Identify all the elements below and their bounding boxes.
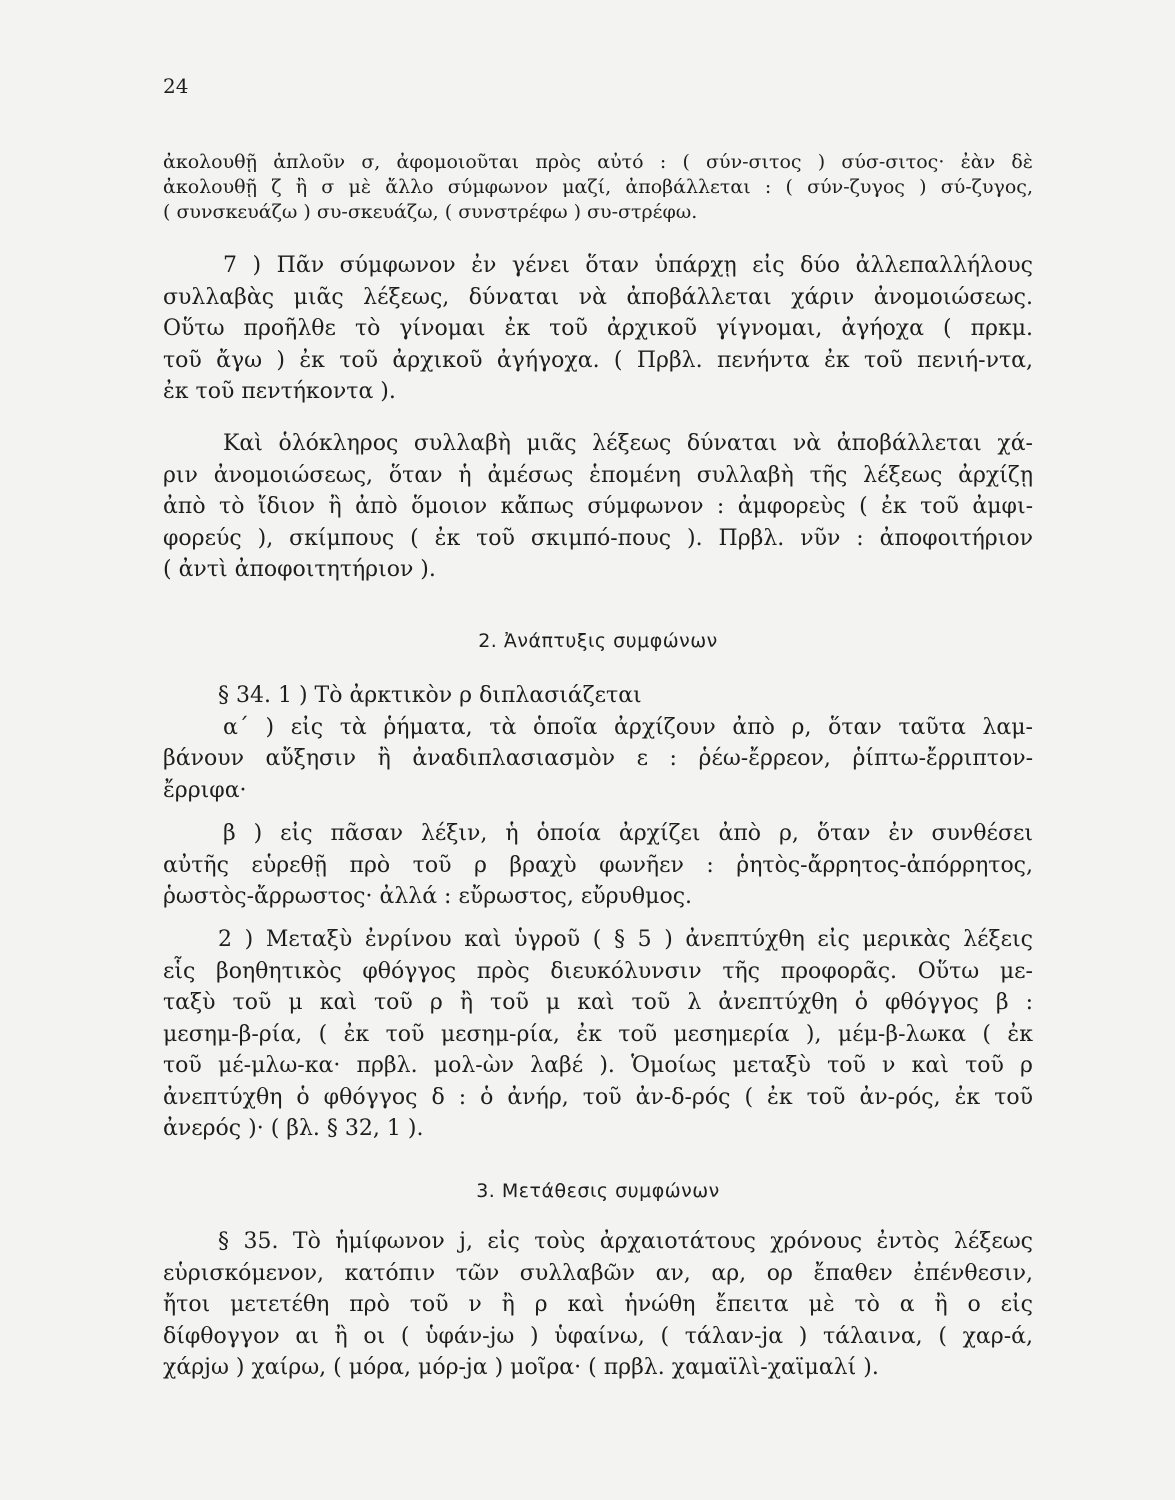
text-line: μεσημ-β-ρία, ( ἐκ τοῦ μεσημ-ρία, ἐκ τοῦ μεσημερία ), μέμ-β-λωκα ( ἐκ [163,1021,1033,1047]
text-line: συλλαβὰς μιᾶς λέξεως, δύναται νὰ ἀποβάλλεται χάριν ἀνομοιώσεως. [163,284,1033,310]
text-line: χάρjω ) χαίρω, ( μόρα, μόρ-jα ) μοῖρα· ( πρβλ. χαμαϊλὶ-χαϊμαλί ). [163,1355,879,1380]
text-line: φορεύς ), σκίμπους ( ἐκ τοῦ σκιμπό-πους ). Πρβλ. νῦν : ἀποφοιτήριον [163,525,1033,551]
text-line: ἀπὸ τὸ ἴδιον ἢ ἀπὸ ὅμοιον κἄπως σύμφωνον : ἀμφορεὺς ( ἐκ τοῦ ἀμφι- [163,494,1033,519]
text-line: τοῦ ἄγω ) ἐκ τοῦ ἀρχικοῦ ἀγήγοχα. ( Πρβλ. πενήντα ἐκ τοῦ πενιή-ντα, [163,347,1033,373]
text-line: τοῦ μέ-μλω-κα· πρβλ. μολ-ὼν λαβέ ). Ὁμοίως μεταξὺ τοῦ ν καὶ τοῦ ρ [163,1053,1033,1078]
text-line: ἔρριφα· [163,777,247,803]
text-line: ἐκ τοῦ πεντήκοντα ). [163,379,396,404]
text-line: § 35. Τὸ ἡμίφωνον j, εἰς τοὺς ἀρχαιοτάτους χρόνους ἐντὸς λέξεως [218,1229,1033,1254]
text-line: Καὶ ὁλόκληρος συλλαβὴ μιᾶς λέξεως δύναται νὰ ἀποβάλλεται χά- [223,431,1033,456]
paragraph-development [163,924,1033,1145]
text-line: ἀνερός )· ( βλ. § 32, 1 ). [163,1116,424,1141]
paragraph-section-34 [163,680,1033,806]
paragraph-beta [163,818,1033,913]
text-line: ἤτοι μετετέθη πρὸ τοῦ ν ἢ ρ καὶ ἡνώθη ἔπειτα μὲ τὸ α ἢ ο εἰς [163,1292,1033,1317]
text-line: αὐτῆς εὑρεθῇ πρὸ τοῦ ρ βραχὺ φωνῆεν : ῥητὸς-ἄρρητος-ἀπόρρητος, [163,852,1033,878]
text-line: βάνουν αὔξησιν ἢ ἀναδιπλασιασμὸν ε : ῥέω-ἔρρεον, ῥίπτω-ἔρριπτον- [163,746,1033,771]
page-number: 24 [163,74,189,98]
text-line: ριν ἀνομοιώσεως, ὅταν ἡ ἀμέσως ἑπομένη συλλαβὴ τῆς λέξεως ἀρχίζῃ [163,462,1033,488]
paragraph-syllable-loss [163,428,1033,586]
text-line: 7 ) Πᾶν σύμφωνον ἐν γένει ὅταν ὑπάρχῃ εἰς δύο ἀλλεπαλλήλους [223,253,1033,278]
text-line: εὑρισκόμενον, κατόπιν τῶν συλλαβῶν αν, αρ, ορ ἔπαθεν ἐπένθεσιν, [163,1260,1033,1286]
text-line: δίφθογγον αι ἢ οι ( ὑφάν-jω ) ὑφαίνω, ( τάλαν-jα ) τάλαινα, ( χαρ-ά, [163,1323,1033,1349]
text-line: 2 ) Μεταξὺ ἐνρίνου καὶ ὑγροῦ ( § 5 ) ἀνεπτύχθη εἰς μερικὰς λέξεις [218,927,1033,952]
section-heading-3: 3. Μετάθεσις συμφώνων [476,1180,720,1202]
text-line: Οὕτω προῆλθε τὸ γίνομαι ἐκ τοῦ ἀρχικοῦ γίγνομαι, ἀγήοχα ( πρκμ. [163,316,1033,341]
section-heading-2: 2. Ἀνάπτυξις συμφώνων [478,630,718,652]
paragraph-section-35 [163,1226,1033,1384]
paragraph-dissimilation [163,250,1033,408]
text-line: ἀνεπτύχθη ὁ φθόγγος δ : ὁ ἀνήρ, τοῦ ἀν-δ-ρός ( ἐκ τοῦ ἀν-ρός, ἐκ τοῦ [163,1084,1033,1110]
text-line: ( ἀντὶ ἀποφοιτητήριον ). [163,557,436,582]
paragraph-assimilation [163,150,1033,225]
text-line: § 34. 1 ) Τὸ ἀρκτικὸν ρ διπλασιάζεται [218,683,642,708]
text-line: ἀκολουθῇ ζ ἢ σ μὲ ἄλλο σύμφωνον μαζί, ἀποβάλλεται : ( σύν-ζυγος ) σύ-ζυγος, [163,176,1033,198]
text-line: εἷς βοηθητικὸς φθόγγος πρὸς διευκόλυνσιν τῆς προφορᾶς. Οὕτω με- [163,958,1033,984]
text-line: ( συνσκευάζω ) συ-σκευάζω, ( συνστρέφω ) συ-στρέφω. [163,201,698,223]
text-line: ταξὺ τοῦ μ καὶ τοῦ ρ ἢ τοῦ μ καὶ τοῦ λ ἀνεπτύχθη ὁ φθόγγος β : [163,990,1033,1015]
text-line: α΄ ) εἰς τὰ ῥήματα, τὰ ὁποῖα ἀρχίζουν ἀπὸ ρ, ὅταν ταῦτα λαμ- [223,714,1033,740]
text-line: ῥωστὸς-ἄρρωστος· ἀλλά : εὔρωστος, εὔρυθμος. [163,884,693,909]
text-line: β ) εἰς πᾶσαν λέξιν, ἡ ὁποία ἀρχίζει ἀπὸ ρ, ὅταν ἐν συνθέσει [223,821,1033,846]
text-line: ἀκολουθῇ ἁπλοῦν σ, ἀφομοιοῦται πρὸς αὐτό : ( σύν-σιτος ) σύσ-σιτος· ἐὰν δὲ [163,151,1033,173]
